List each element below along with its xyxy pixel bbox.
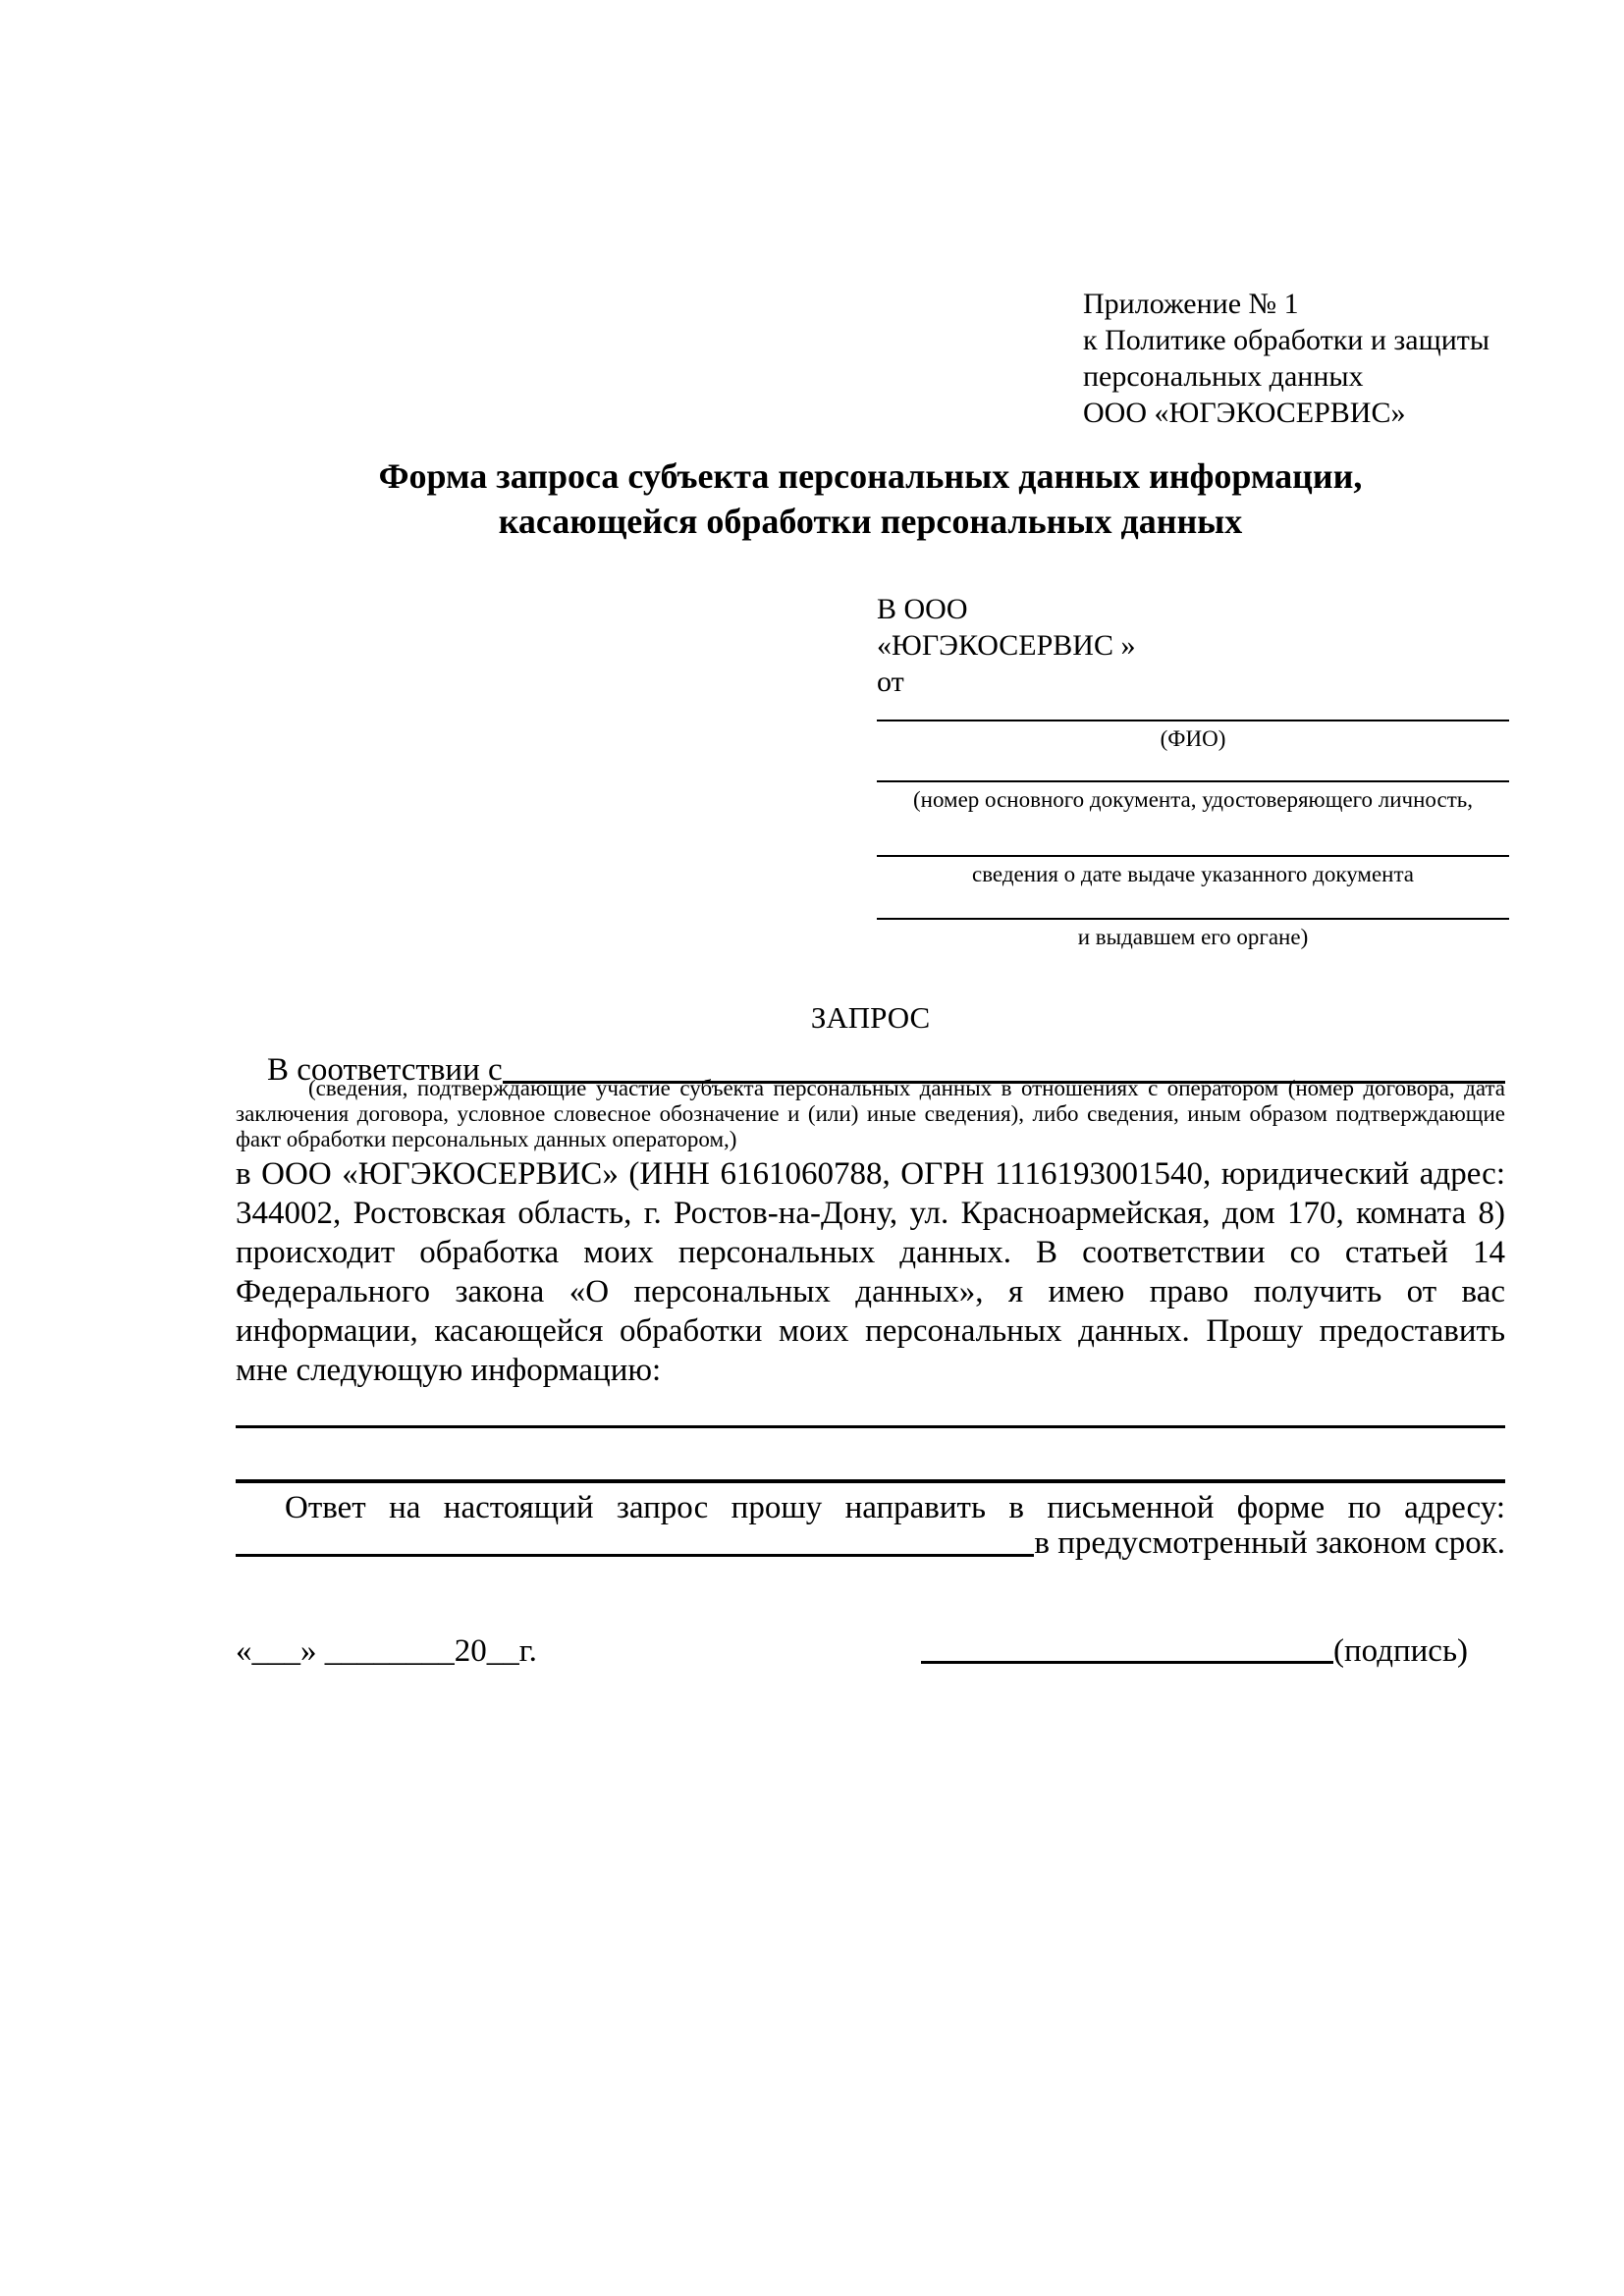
form-title-line: Форма запроса субъекта персональных данных информации, bbox=[378, 456, 1363, 496]
form-title bbox=[236, 454, 1505, 544]
signature-group bbox=[921, 1631, 1468, 1671]
issuing-authority-blank-line[interactable] bbox=[877, 918, 1509, 950]
annex-line: Приложение № 1 bbox=[1083, 288, 1299, 320]
request-body: в ООО «ЮГЭКОСЕРВИС» (ИНН 6161060788, ОГРН 1116193001540, юридический адрес: 344002, Ростовская область, г. Ростов-на-Дону, ул. Красноармейская, дом 170, комната 8) происходит обработка моих персональных данных. В соответствии со статьей 14 Федерального закона «О персональных данных», я имею право получить от вас информации, касающейся обработки моих персональных данных. Прошу предоставить мне следующую информацию: bbox=[236, 1156, 1505, 1388]
annex-reference bbox=[1083, 286, 1489, 431]
address-blank-line[interactable] bbox=[236, 1554, 1034, 1557]
annex-line: персональных данных bbox=[1083, 360, 1364, 393]
basis-prefix: В соответствии с bbox=[267, 1052, 503, 1088]
annex-line: ООО «ЮГЭКОСЕРВИС» bbox=[1083, 397, 1406, 429]
document-number-caption: (номер основного документа, удостоверяющего личность, bbox=[912, 787, 1473, 812]
annex-line: к Политике обработки и защиты bbox=[1083, 324, 1490, 356]
info-blank-line-1[interactable] bbox=[236, 1425, 1505, 1428]
issue-date-blank-line[interactable] bbox=[877, 855, 1509, 887]
basis-footnote: (сведения, подтверждающие участие субъекта персональных данных в отношениях с оператором (номер договора, дата заключения договора, условное словесное обозначение и (или) иные сведения), либо сведения, иным образом подтверждающие факт обработки персональных данных оператором,) bbox=[236, 1076, 1505, 1151]
reply-deadline-text: в предусмотренный законом срок. bbox=[1034, 1525, 1505, 1561]
addressee-block bbox=[877, 591, 1135, 700]
issue-date-caption: сведения о дате выдаче указанного документа bbox=[971, 862, 1415, 886]
addressee-line: от bbox=[877, 666, 904, 698]
reply-address-line bbox=[236, 1523, 1505, 1563]
form-title-line: касающейся обработки персональных данных bbox=[498, 502, 1243, 541]
fio-caption: (ФИО) bbox=[1160, 726, 1226, 751]
date-blank-line[interactable]: «___» ________20__г. bbox=[236, 1633, 537, 1669]
signature-caption: (подпись) bbox=[1333, 1633, 1468, 1669]
fio-blank-line[interactable] bbox=[877, 720, 1509, 752]
request-heading: ЗАПРОС bbox=[810, 1000, 931, 1035]
issuing-authority-caption: и выдавшем его органе) bbox=[1077, 925, 1309, 949]
addressee-line: «ЮГЭКОСЕРВИС » bbox=[877, 629, 1136, 662]
signoff-row bbox=[236, 1631, 1505, 1671]
info-blank-line-2[interactable] bbox=[236, 1479, 1505, 1483]
addressee-line: В ООО bbox=[877, 593, 968, 625]
reply-instruction: Ответ на настоящий запрос прошу направить в письменной форме по адресу: bbox=[285, 1490, 1505, 1525]
document-number-blank-line[interactable] bbox=[877, 780, 1509, 813]
signature-blank-line[interactable] bbox=[921, 1661, 1333, 1664]
